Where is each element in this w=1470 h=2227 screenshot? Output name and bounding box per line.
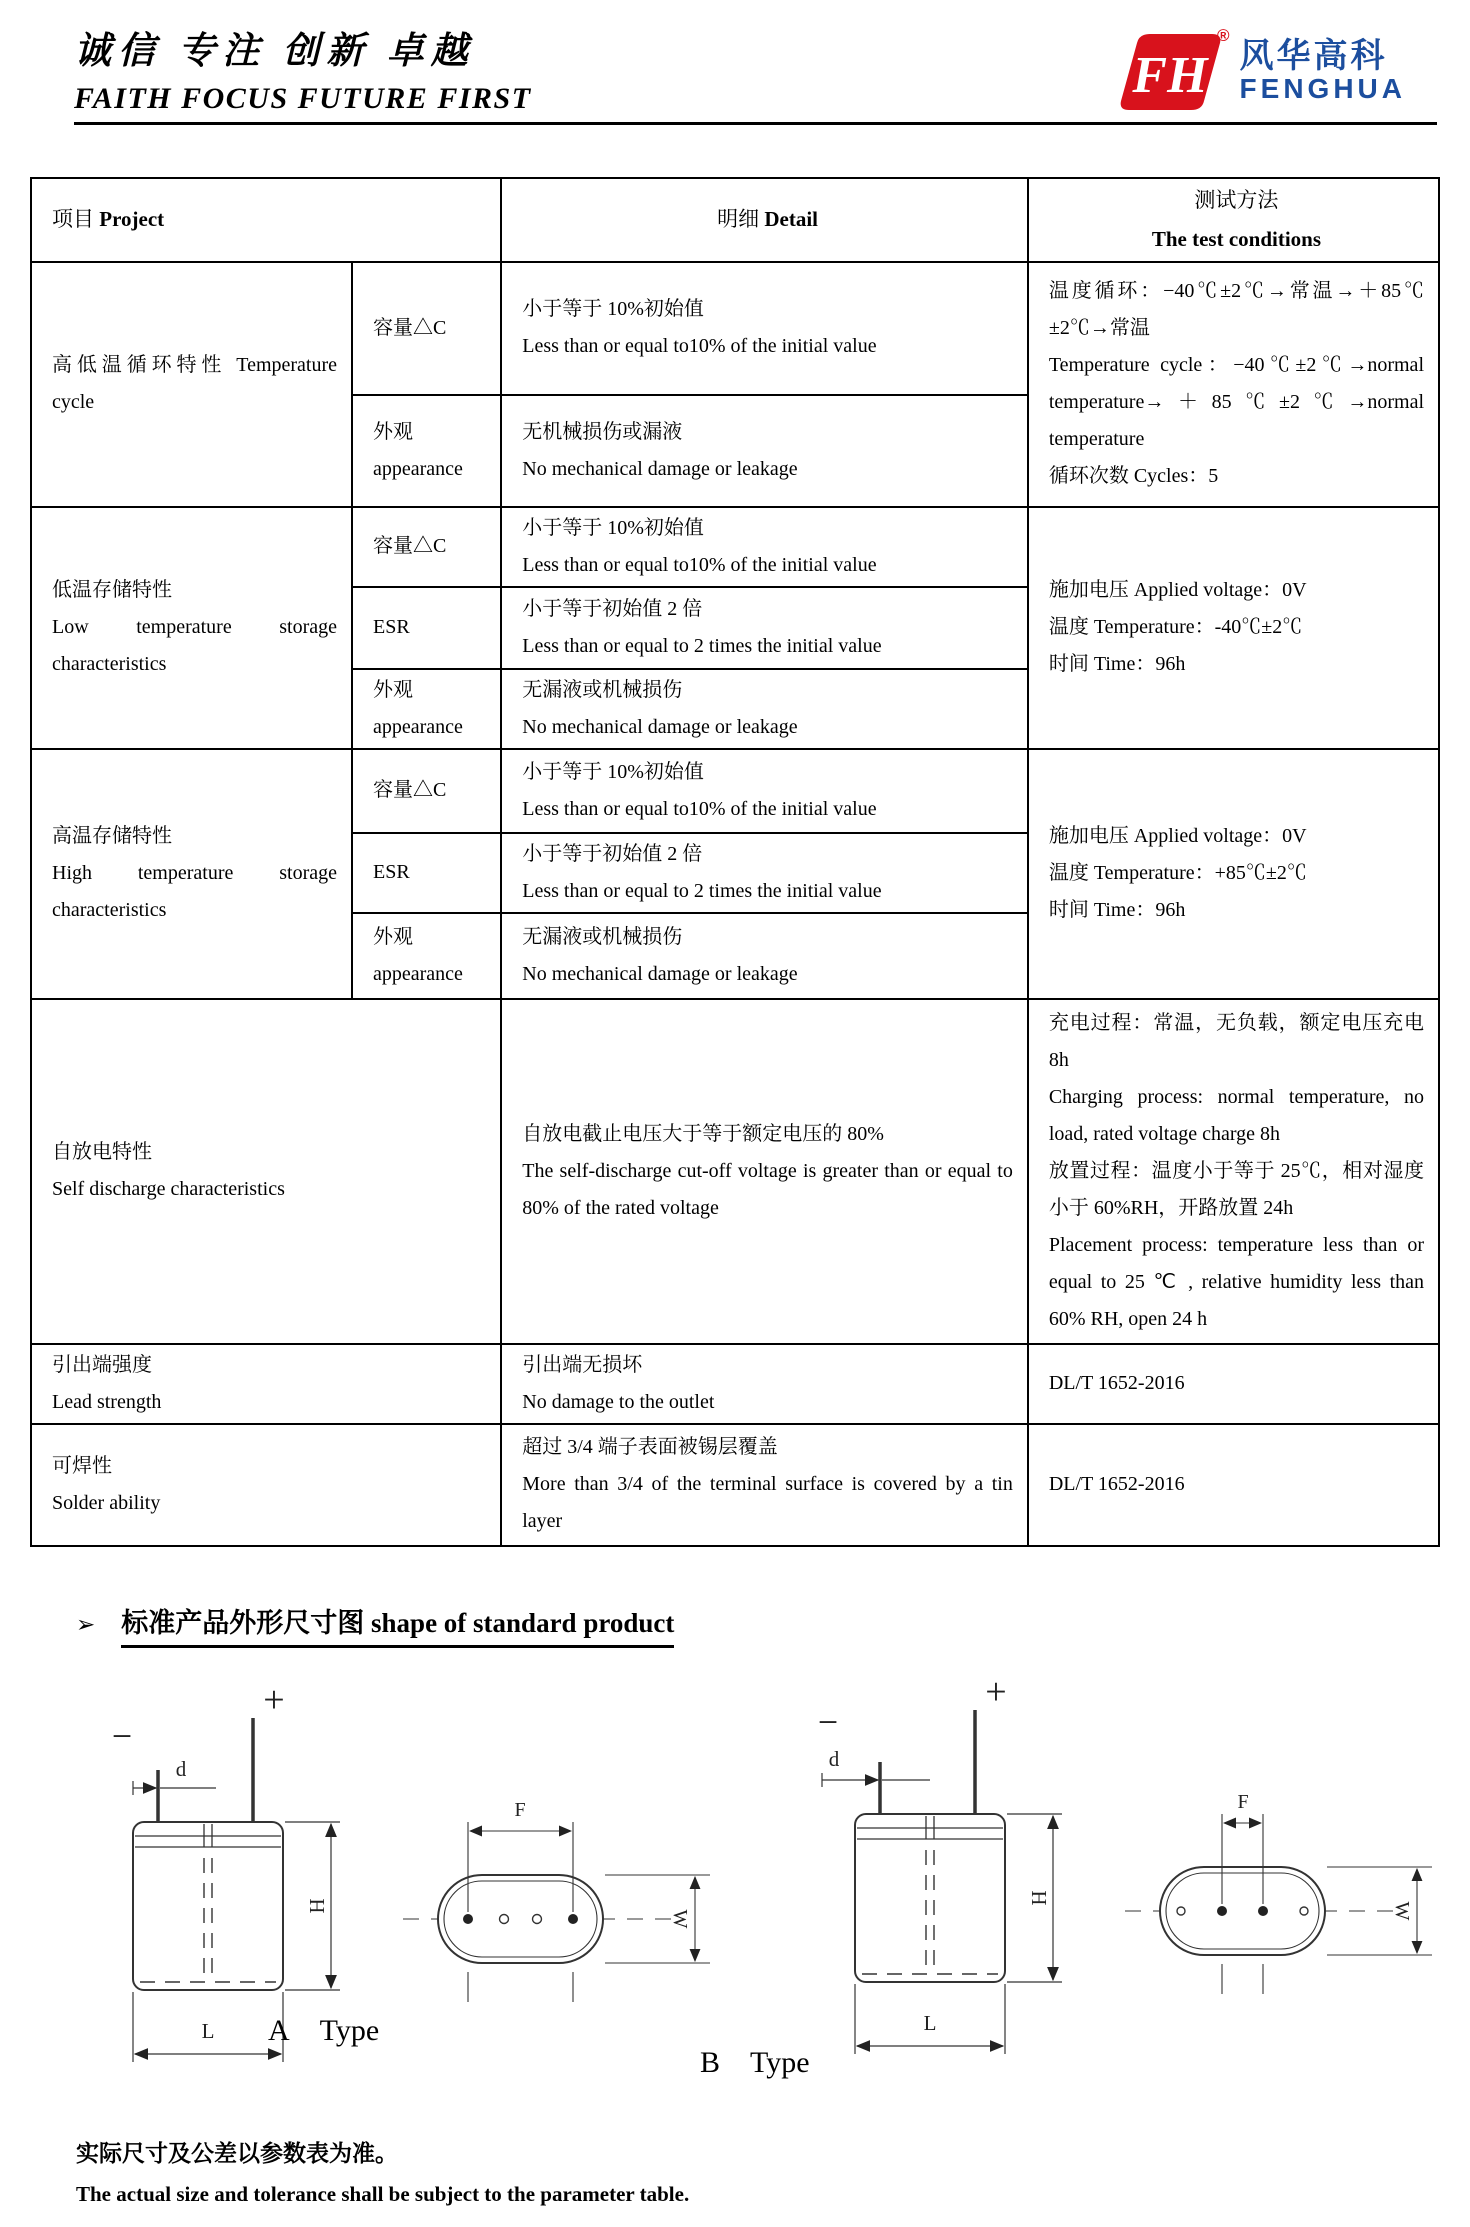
detail-cell: 无机械损伤或漏液 No mechanical damage or leakage (501, 395, 1028, 507)
dim-w-label: W (669, 1909, 691, 1929)
project-cell-temperature-cycle: 高低温循环特性 Temperature cycle (31, 262, 352, 507)
conditions-cell-lead-strength: DL/T 1652-2016 (1028, 1344, 1439, 1424)
a-type-drawing (38, 1670, 738, 2090)
arrow-bullet-icon: ➢ (76, 1611, 96, 1637)
detail-cell: 无漏液或机械损伤 No mechanical damage or leakage (501, 913, 1028, 999)
sub-label-appearance: 外观 appearance (352, 913, 501, 999)
sub-label-esr: ESR (352, 833, 501, 913)
dim-d-label: d (175, 1756, 187, 1781)
sub-label-appearance: 外观 appearance (352, 669, 501, 749)
dimension-diagrams (0, 1662, 1470, 2107)
detail-cell: 小于等于初始值 2 倍 Less than or equal to 2 times the initial value (501, 833, 1028, 913)
logo-mark-text: FH (1131, 47, 1208, 104)
dim-d-label: d (828, 1746, 840, 1771)
conditions-cell-self-discharge: 充电过程：常温，无负载，额定电压充电 8h Charging process: normal temperature, no load, rated voltage charge 8h 放置过程：温度小于等于 25℃，相对湿度小于 60%RH，开路放置 24h Placement process: temperature less than or equal to 25 ℃ , relative humidity less than 60% RH, open 24 h (1028, 999, 1439, 1344)
dim-h-label: H (305, 1898, 329, 1914)
spec-table (30, 177, 1440, 1547)
shape-section-title (76, 1601, 1470, 1648)
conditions-cell-high-temp-storage: 施加电压 Applied voltage：0V 温度 Temperature：+85℃±2℃ 时间 Time：96h (1028, 749, 1439, 999)
sub-label-esr: ESR (352, 587, 501, 669)
footer-note-zh: 实际尺寸及公差以参数表为准。 (76, 2140, 398, 2166)
dim-f-label: F (1237, 1790, 1249, 1813)
table-row (31, 1424, 1439, 1546)
project-cell-solder-ability: 可焊性 Solder ability (31, 1424, 501, 1546)
logo-name-english: FENGHUA (1239, 73, 1406, 105)
col-header-project-zh: 项目 (52, 207, 100, 232)
slogan-block (74, 20, 532, 116)
project-cell-lead-strength: 引出端强度 Lead strength (31, 1344, 501, 1424)
table-header-row (31, 178, 1439, 262)
registered-mark-icon: ® (1217, 26, 1230, 45)
sub-label-capacity: 容量△C (352, 262, 501, 395)
detail-cell: 无漏液或机械损伤 No mechanical damage or leakage (501, 669, 1028, 749)
table-row (31, 749, 1439, 833)
header-divider (74, 122, 1437, 125)
sub-label-appearance: 外观 appearance (352, 395, 501, 507)
table-row (31, 999, 1439, 1344)
plus-polarity-label: + (985, 1670, 1007, 1713)
conditions-cell-low-temp-storage: 施加电压 Applied voltage：0V 温度 Temperature：-40℃±2℃ 时间 Time：96h (1028, 507, 1439, 749)
col-header-detail (501, 178, 1028, 262)
fenghua-logo-icon (1114, 26, 1230, 114)
sub-label-capacity: 容量△C (352, 749, 501, 833)
col-header-conditions-en: The test conditions (1151, 226, 1322, 251)
footer-note-en: The actual size and tolerance shall be subject to the parameter table. (76, 2181, 690, 2206)
col-header-project-en: Project (99, 207, 165, 232)
table-row (31, 1344, 1439, 1424)
sub-label-capacity: 容量△C (352, 507, 501, 587)
slogan-english: FAITH FOCUS FUTURE FIRST (74, 82, 532, 115)
table-row (31, 262, 1439, 395)
detail-cell: 小于等于 10%初始值 Less than or equal to10% of the initial value (501, 262, 1028, 395)
dim-f-label: F (514, 1798, 526, 1821)
conditions-cell-solder-ability: DL/T 1652-2016 (1028, 1424, 1439, 1546)
col-header-detail-zh: 明细 (717, 207, 765, 232)
plus-polarity-label: + (263, 1678, 285, 1721)
col-header-conditions (1028, 178, 1439, 262)
col-header-project (31, 178, 501, 262)
logo-name-chinese: 风华高科 (1239, 36, 1388, 75)
logo-names (1240, 38, 1406, 105)
page-header (0, 0, 1470, 116)
fenghua-logo (1114, 20, 1406, 114)
detail-cell: 自放电截止电压大于等于额定电压的 80% The self-discharge cut-off voltage is greater than or equal to 80% of the rated voltage (501, 999, 1028, 1344)
logo-emblem-icon (1114, 28, 1226, 114)
slogan-chinese: 诚信 专注 创新 卓越 (74, 31, 475, 72)
dim-l-label: L (923, 2010, 937, 2035)
dim-l-label: L (201, 2018, 215, 2043)
conditions-cell-temperature-cycle: 温度循环：−40℃±2℃→常温→＋85℃±2℃→常温 Temperature cycle：−40℃±2℃→normal temperature→＋85℃±2℃→normal temperature 循环次数 Cycles：5 (1028, 262, 1439, 507)
dim-w-label: W (1391, 1901, 1413, 1921)
dim-h-label: H (1027, 1890, 1051, 1906)
detail-cell: 小于等于初始值 2 倍 Less than or equal to 2 times the initial value (501, 587, 1028, 669)
b-type-drawing (760, 1662, 1460, 2082)
shape-section-title-text: 标准产品外形尺寸图 shape of standard product (121, 1601, 674, 1648)
a-type-label: A Type (268, 2013, 380, 2047)
col-header-detail-en: Detail (764, 207, 818, 232)
table-row (31, 507, 1439, 587)
detail-cell: 超过 3/4 端子表面被锡层覆盖 More than 3/4 of the terminal surface is covered by a tin layer (501, 1424, 1028, 1546)
footer-note (76, 2135, 1400, 2207)
minus-polarity-label: − (817, 1701, 839, 1742)
minus-polarity-label: − (111, 1715, 133, 1756)
project-cell-self-discharge: 自放电特性 Self discharge characteristics (31, 999, 501, 1344)
b-type-label: B Type (700, 2045, 810, 2079)
project-cell-high-temp-storage: 高温存储特性 High temperature storage characteristics (31, 749, 352, 999)
detail-cell: 引出端无损坏 No damage to the outlet (501, 1344, 1028, 1424)
detail-cell: 小于等于 10%初始值 Less than or equal to10% of the initial value (501, 749, 1028, 833)
project-cell-low-temp-storage: 低温存储特性 Low temperature storage characteristics (31, 507, 352, 749)
detail-cell: 小于等于 10%初始值 Less than or equal to10% of the initial value (501, 507, 1028, 587)
col-header-conditions-zh: 测试方法 (1194, 188, 1279, 212)
